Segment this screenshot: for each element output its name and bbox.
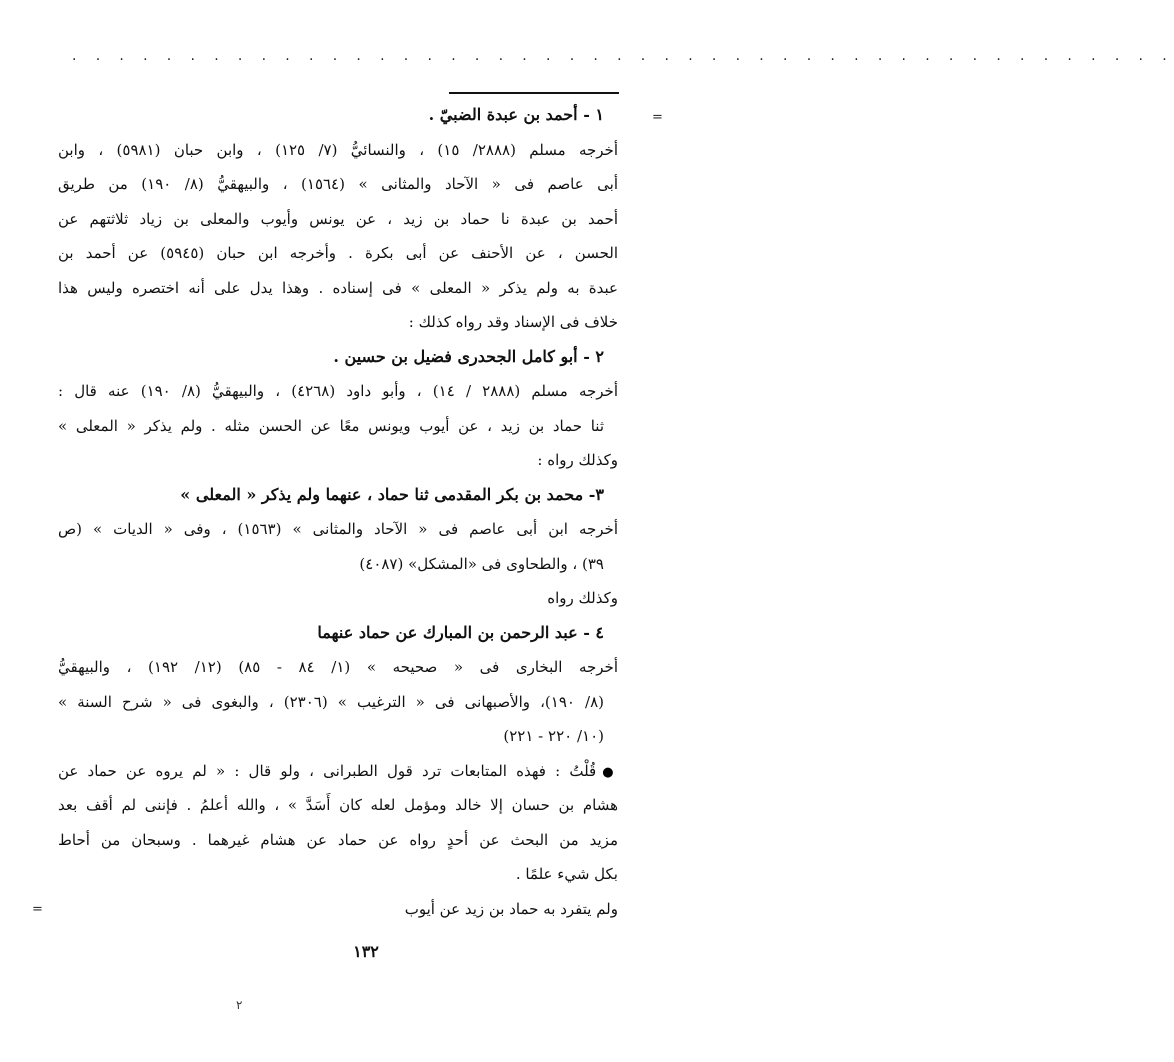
text-line: خلاف فى الإسناد وقد رواه كذلك : [408, 313, 618, 331]
text-line: (١٠/ ٢٢٠ - ٢٢١) [503, 727, 604, 745]
text-line: (٨/ ١٩٠)، والأصبهانى فى « الترغيب » (٢٣٠٦) ، والبغوى فى « شرح السنة » [58, 692, 605, 711]
text-line: أحمد بن عبدة نا حماد بن زيد ، عن يونس وأيوب والمعلى بن زياد ثلاثتهم عن [58, 209, 618, 228]
page-number: ١٣٢ [353, 942, 379, 961]
text-line: بكل شيء علمًا . [515, 865, 618, 883]
text-line: أخرجه مسلم (٢٨٨٨ / ١٤) ، وأبو داود (٤٢٦٨) ، والبيهقيُّ (٨/ ١٩٠) عنه قال : [58, 382, 618, 400]
margin-mark-bottom: = [32, 902, 43, 917]
text-line: الحسن ، عن الأحنف عن أبى بكرة . وأخرجه ابن حبان (٥٩٤٥) عن أحمد بن [58, 244, 618, 262]
dotted-header-rule: . . . . . . . . . . . . . . . . . . . . . . . . . . . . . . . . . . . . . . . . . . . . . . . [72, 48, 1174, 64]
note-line [58, 754, 618, 789]
text-line: أبى عاصم فى « الآحاد والمثانى » (١٥٦٤) ، والبيهقيُّ (٨/ ١٩٠) من طريق [58, 175, 619, 193]
text-line: هشام بن حسان إلا خالد ومؤمل لعله كان أَسَدَّ » ، والله أعلمُ . فإننى لم أقف بعد [58, 796, 618, 814]
text-line: ٣٩) ، والطحاوى فى «المشكل» (٤٠٨٧) [359, 554, 604, 573]
heading-4: ٤ - عبد الرحمن بن المبارك عن حماد عنهما [317, 622, 604, 642]
text-line: وكذلك رواه [547, 589, 618, 607]
heading-underline [449, 92, 619, 94]
body-text [58, 98, 618, 926]
note-text: قُلْتُ : فهذه المتابعات ترد قول الطبرانى ، ولو قال : « لم يروه عن حماد عن [58, 761, 597, 780]
bullet-icon: ● [602, 764, 618, 780]
text-line: وكذلك رواه : [537, 451, 618, 469]
text-line: أخرجه مسلم (٢٨٨٨/ ١٥) ، والنسائيُّ (٧/ ١٢٥) ، وابن حبان (٥٩٨١) ، وابن [58, 140, 618, 159]
text-line: عبدة به ولم يذكر « المعلى » فى إسناده . وهذا يدل على أنه اختصره وليس هذا [58, 278, 618, 297]
heading-1: ١ - أحمد بن عبدة الضبيّ . [428, 105, 604, 124]
heading-2: ٢ - أبو كامل الجحدرى فضيل بن حسين . [333, 346, 604, 366]
text-line: ثنا حماد بن زيد ، عن أيوب ويونس معًا عن الحسن مثله . ولم يذكر « المعلى » [58, 416, 604, 435]
signature-mark: ٢ [236, 998, 243, 1012]
text-line: ولم يتفرد به حماد بن زيد عن أيوب [404, 899, 618, 918]
text-line: أخرجه البخارى فى « صحيحه » (١/ ٨٤ - ٨٥) (١٢/ ١٩٢) ، والبيهقيُّ [58, 658, 618, 676]
text-line: مزيد من البحث عن أحدٍ رواه عن حماد عن هشام غيرهما . وسبحان من أحاط [58, 830, 618, 849]
heading-3: ٣- محمد بن بكر المقدمى ثنا حماد ، عنهما ولم يذكر « المعلى » [180, 484, 604, 504]
text-line: أخرجه ابن أبى عاصم فى « الآحاد والمثانى » (١٥٦٣) ، وفى « الديات » (ص [58, 520, 618, 538]
margin-mark-top: = [652, 110, 663, 125]
